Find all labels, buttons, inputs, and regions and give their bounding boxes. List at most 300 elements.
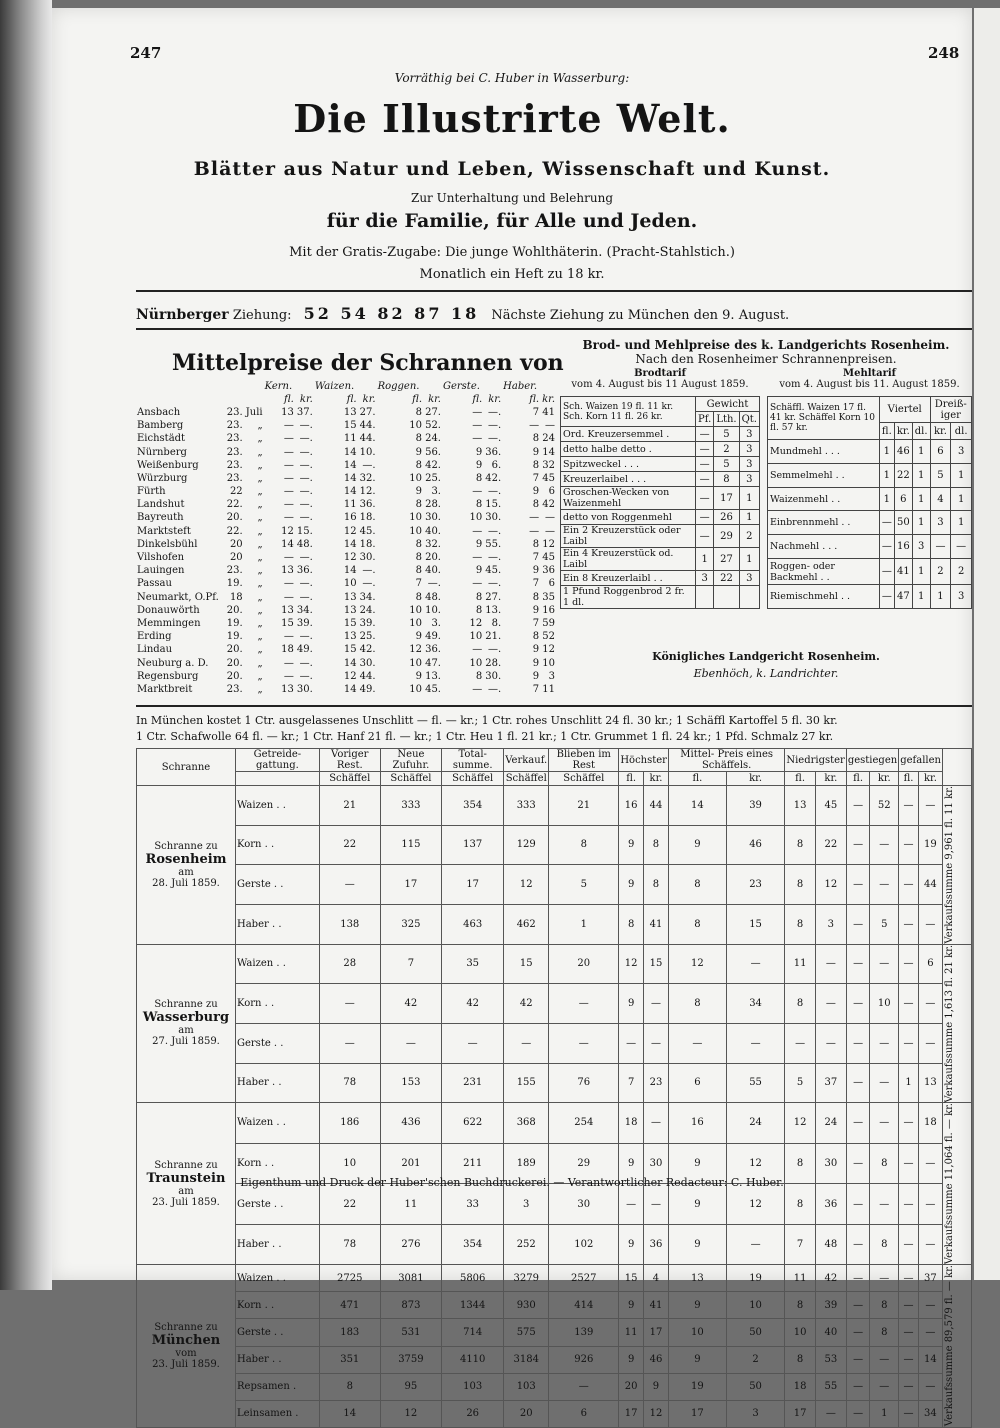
mehl-cell: — <box>930 535 951 559</box>
market-cell: — <box>899 1224 919 1265</box>
market-cell: 14 <box>668 786 726 826</box>
avg-cell: 22 <box>229 486 243 498</box>
market-cell: 714 <box>442 1319 504 1346</box>
market-cell: 333 <box>380 786 441 826</box>
market-cell: 2 <box>726 1346 785 1373</box>
avg-cell: 11 <box>343 433 357 445</box>
avg-cell: 13 <box>281 406 294 418</box>
avg-row <box>136 486 556 499</box>
avg-cell: 7 <box>532 472 540 484</box>
mehl-cell: 1 <box>912 463 930 487</box>
market-cell: — <box>918 1224 942 1265</box>
avg-town: Ansbach <box>137 406 181 418</box>
avg-cell: 20. <box>226 604 243 616</box>
market-cell: 15 <box>504 944 549 984</box>
mehl-cell: 1 <box>951 511 972 535</box>
market-row <box>137 1319 972 1346</box>
market-cell: — <box>846 1063 870 1103</box>
market-cell: 1 <box>899 1063 919 1103</box>
market-cell: 12 <box>815 865 846 905</box>
avg-cell: 36. <box>296 565 313 577</box>
avg-town: Landshut <box>137 499 185 511</box>
lottery-line <box>136 304 972 323</box>
market-cell: 8 <box>668 984 726 1024</box>
avg-cell: 9 <box>415 631 423 643</box>
avg-row <box>136 683 556 696</box>
market-cell: 414 <box>549 1292 619 1319</box>
avg-cell: 23. <box>226 406 243 418</box>
avg-cell: —. <box>299 459 313 471</box>
mehl-cell: — <box>879 535 894 559</box>
market-cell: 36 <box>644 1224 669 1265</box>
mehl-row <box>768 559 972 585</box>
market-row <box>137 1023 972 1063</box>
avg-cell: 10 <box>409 683 423 695</box>
market-cell: 11 <box>785 944 816 984</box>
mehl-unit: dl. <box>912 423 930 440</box>
avg-cell: 8 <box>532 433 540 445</box>
avg-cell: — <box>283 657 294 669</box>
avg-cell: 20. <box>226 644 243 656</box>
market-place-cell <box>137 944 236 1103</box>
avg-cell: 19. <box>226 631 243 643</box>
market-cell: 3081 <box>380 1265 441 1292</box>
market-cell: — <box>870 1103 899 1144</box>
mehl-head-viertel: Viertel <box>879 397 930 423</box>
newspaper-page <box>52 8 972 1427</box>
market-cell: 3 <box>815 904 846 944</box>
avg-town: Bamberg <box>137 420 184 432</box>
avg-cell: 30. <box>485 670 502 682</box>
avg-cell: 18. <box>359 538 376 550</box>
market-cell: — <box>899 1023 919 1063</box>
market-cell: 5 <box>870 904 899 944</box>
market-header-cell: Mittel- Preis eines Schäffels. <box>668 749 784 772</box>
market-cell: — <box>846 1023 870 1063</box>
ad-gift-line: Mit der Gratis-Zugabe: Die junge Wohlthäterin. (Pracht-Stahlstich.) <box>289 245 735 260</box>
market-cell: 10 <box>726 1292 785 1319</box>
market-at: am <box>178 1185 194 1197</box>
avg-cell: —. <box>487 578 502 590</box>
brod-item: detto von Roggenmehl <box>561 510 696 525</box>
avg-cell: 7 <box>532 683 540 695</box>
market-cell: — <box>918 904 942 944</box>
market-cell: 18 <box>918 1103 942 1144</box>
market-cell: 1 <box>549 904 619 944</box>
market-row <box>137 1292 972 1319</box>
avg-unit-cell: fl. <box>412 393 423 405</box>
brod-cell: 3 <box>739 442 759 457</box>
market-pre: Schranne zu <box>154 999 218 1011</box>
market-cell: — <box>899 825 919 865</box>
avg-cell: 10 <box>409 525 423 537</box>
market-grain: Waizen . . <box>236 1103 320 1144</box>
avg-cell: 30. <box>485 512 502 524</box>
brod-row <box>561 472 760 487</box>
avg-cell: 9 <box>532 657 540 669</box>
avg-cell: 22. <box>226 499 243 511</box>
market-cell: — <box>726 1224 785 1265</box>
market-cell: — <box>380 1023 441 1063</box>
avg-cell: —. <box>299 657 313 669</box>
brod-unit: Qt. <box>739 412 759 427</box>
avg-cell: 8 <box>475 670 483 682</box>
mehl-row <box>768 440 972 464</box>
market-grain: Haber . . <box>236 904 320 944</box>
avg-cell: 45. <box>485 565 502 577</box>
avg-cell: 9 <box>532 446 540 458</box>
market-cell: — <box>870 1346 899 1373</box>
market-cell: 10 <box>668 1319 726 1346</box>
market-cell: 9 <box>668 1184 726 1225</box>
lottery-numbers: 52 54 82 87 18 <box>303 304 480 323</box>
avg-cell: 9 <box>532 644 540 656</box>
avg-cell: 36. <box>425 644 441 656</box>
mehl-row <box>768 511 972 535</box>
brod-title: Brod- und Mehlpreise des k. Landgerichts Rosenheim. <box>582 338 950 352</box>
avg-cell: —. <box>427 578 441 590</box>
brod-row <box>561 525 760 548</box>
avg-cell: 44. <box>359 433 376 445</box>
avg-row <box>136 670 556 683</box>
market-total: Verkaufssumme 1,613 fl. 21 kr. <box>944 944 955 1103</box>
market-date: 23. Juli 1859. <box>152 1196 220 1208</box>
market-cell: 39 <box>726 786 785 826</box>
market-cell: 12 <box>504 865 549 905</box>
avg-cell: 10 <box>409 420 423 432</box>
avg-cell: 7 <box>415 578 423 590</box>
avg-header-cell <box>423 380 442 393</box>
brod-head-grain: Sch. Waizen 19 fl. 11 kr. Sch. Korn 11 fl. 26 kr. <box>561 397 696 427</box>
market-cell: 8 <box>549 825 619 865</box>
market-cell: — <box>870 944 899 984</box>
avg-cell: — <box>283 591 294 603</box>
avg-cell: — <box>472 420 483 432</box>
market-cell: — <box>870 1373 899 1400</box>
market-header-cell: Total-summe. <box>442 749 504 772</box>
avg-cell: — <box>529 512 540 524</box>
avg-cell: 13 <box>343 591 357 603</box>
market-header-cell: gestiegen <box>846 749 898 772</box>
market-unit-cell: Schäffel <box>442 772 504 786</box>
avg-cell: 25. <box>425 472 441 484</box>
avg-cell: —. <box>299 499 313 511</box>
mehl-cell: 2 <box>930 559 951 585</box>
market-cell: 23 <box>726 865 785 905</box>
market-cell: — <box>899 1319 919 1346</box>
avg-cell: 28. <box>485 657 502 669</box>
avg-cell: „ <box>257 538 263 550</box>
market-pre: Schranne zu <box>154 1159 218 1171</box>
avg-cell: —. <box>299 446 313 458</box>
market-cell: — <box>899 1292 919 1319</box>
avg-row <box>136 420 556 433</box>
market-place-cell <box>137 786 236 945</box>
avg-header-cell <box>136 380 225 393</box>
market-cell: 10 <box>319 1143 380 1184</box>
avg-cell: 8 <box>415 552 423 564</box>
market-cell: 8 <box>785 1184 816 1225</box>
avg-cell: 23. <box>226 565 243 577</box>
market-cell: — <box>846 786 870 826</box>
page-number-right: 248 <box>928 44 960 62</box>
mehl-cell: 1 <box>912 559 930 585</box>
mehl-item: Roggen- oder Backmehl . . <box>768 559 880 585</box>
market-cell: 28 <box>319 944 380 984</box>
market-cell: — <box>899 786 919 826</box>
market-cell: 12 <box>785 1103 816 1144</box>
mehl-cell: 1 <box>912 585 930 609</box>
mehl-row <box>768 535 972 559</box>
market-cell: 137 <box>442 825 504 865</box>
avg-row <box>136 538 556 551</box>
avg-cell: 7 <box>532 552 540 564</box>
brodtarif-date: vom 4. August bis 11 August 1859. <box>571 379 749 390</box>
market-unit-cell: Schäffel <box>319 772 380 786</box>
mehl-cell: 47 <box>894 585 912 609</box>
brod-cell: 3 <box>696 571 714 586</box>
market-unit-cell: fl. <box>899 772 919 786</box>
avg-cell: 32. <box>425 538 441 550</box>
avg-cell: 8 <box>415 538 423 550</box>
market-cell: 3759 <box>380 1346 441 1373</box>
avg-cell: 9 <box>532 604 540 616</box>
brod-cell: 3 <box>739 457 759 472</box>
market-cell: 78 <box>319 1224 380 1265</box>
market-place-name: Traunstein <box>146 1170 226 1186</box>
market-cell: 20 <box>504 1400 549 1427</box>
avg-unit-cell: kr. <box>542 393 555 405</box>
market-cell: — <box>549 1373 619 1400</box>
market-cell: — <box>899 1184 919 1225</box>
market-cell: 189 <box>504 1143 549 1184</box>
avg-cell: 8 <box>532 499 540 511</box>
brod-unit: Pf. <box>696 412 714 427</box>
market-cell: 37 <box>918 1265 942 1292</box>
avg-header-cell <box>358 380 377 393</box>
market-cell: 52 <box>870 786 899 826</box>
avg-cell: 52. <box>425 420 441 432</box>
avg-cell: 13 <box>281 604 294 616</box>
avg-cell: — <box>283 631 294 643</box>
munich-prices-line2: 1 Ctr. Schafwolle 64 fl. — kr.; 1 Ctr. Hanf 21 fl. — kr.; 1 Ctr. Heu 1 fl. 21 kr.; 1 Ctr. Grummet 1 fl. 24 kr.; 1 Pfd. Schmalz 27 kr. <box>136 730 834 743</box>
ad-store-line: Vorräthig bei C. Huber in Wasserburg: <box>394 71 630 85</box>
court-notice <box>560 648 972 682</box>
avg-unit-cell: kr. <box>428 393 441 405</box>
avg-cell: 12 <box>281 525 294 537</box>
avg-cell: „ <box>257 631 263 643</box>
market-cell: 12 <box>644 1400 669 1427</box>
market-cell: 16 <box>619 786 644 826</box>
avg-cell: 20. <box>425 552 441 564</box>
market-unit-cell: Schäffel <box>380 772 441 786</box>
brod-cell: 1 <box>739 487 759 510</box>
brod-cell: 26 <box>714 510 739 525</box>
brod-item: detto halbe detto . <box>561 442 696 457</box>
avg-cell: „ <box>257 512 263 524</box>
avg-cell: 12 <box>343 552 357 564</box>
market-cell: 436 <box>380 1103 441 1144</box>
mehl-row <box>768 487 972 511</box>
avg-cell: 23. <box>226 446 243 458</box>
market-cell: 21 <box>549 786 619 826</box>
market-cell: — <box>846 1346 870 1373</box>
market-cell: 26 <box>442 1400 504 1427</box>
avg-row <box>136 525 556 538</box>
avg-cell: 14 <box>343 565 357 577</box>
market-cell: 11 <box>619 1319 644 1346</box>
market-row <box>137 984 972 1024</box>
avg-row <box>136 512 556 525</box>
market-cell: 354 <box>442 1224 504 1265</box>
market-at: am <box>178 866 194 878</box>
market-grain: Waizen . . <box>236 944 320 984</box>
market-grain: Korn . . <box>236 825 320 865</box>
market-cell: 3279 <box>504 1265 549 1292</box>
market-cell: — <box>442 1023 504 1063</box>
market-cell: 8 <box>668 865 726 905</box>
avg-cell: 21. <box>485 631 502 643</box>
market-cell: 15 <box>619 1265 644 1292</box>
market-header-cell: Blieben im Rest <box>549 749 619 772</box>
avg-cell: — <box>472 552 483 564</box>
avg-cell: —. <box>487 683 502 695</box>
mehl-cell: 1 <box>951 487 972 511</box>
avg-cell: 55. <box>485 538 502 550</box>
mehl-head-dreissiger: Dreiß-iger <box>930 397 971 423</box>
market-cell: 186 <box>319 1103 380 1144</box>
avg-cell: 24. <box>359 604 376 616</box>
avg-cell: 20 <box>229 552 243 564</box>
avg-cell: 12. <box>359 486 376 498</box>
avg-cell: 23. <box>226 433 243 445</box>
lottery-label: Nürnberger <box>136 307 229 323</box>
market-cell: 11 <box>785 1265 816 1292</box>
market-pre: Schranne zu <box>154 1322 218 1334</box>
avg-cell: „ <box>257 552 263 564</box>
avg-cell: „ <box>257 617 263 629</box>
market-cell: 873 <box>380 1292 441 1319</box>
market-cell: 23 <box>644 1063 669 1103</box>
avg-cell: 19. <box>226 578 243 590</box>
market-cell: 50 <box>726 1373 785 1400</box>
mehl-row <box>768 463 972 487</box>
avg-cell: 44. <box>359 420 376 432</box>
market-cell: 325 <box>380 904 441 944</box>
market-cell: 9 <box>668 1224 726 1265</box>
avg-cell: 14 <box>281 538 294 550</box>
market-grain: Gerste . . <box>236 865 320 905</box>
avg-town: Weißenburg <box>137 459 199 471</box>
avg-cell: 10 <box>343 578 357 590</box>
market-unit-cell: fl. <box>619 772 644 786</box>
market-cell: — <box>846 1224 870 1265</box>
brod-cell: 1 <box>739 548 759 571</box>
avg-town: Marktbreit <box>137 683 193 695</box>
avg-cell: 10 <box>542 657 555 669</box>
market-cell: — <box>870 865 899 905</box>
avg-cell: 9 <box>532 486 540 498</box>
brod-cell: 5 <box>714 457 739 472</box>
mehl-cell: 3 <box>951 440 972 464</box>
avg-cell: „ <box>257 433 263 445</box>
brod-row <box>561 510 760 525</box>
market-row <box>137 786 972 826</box>
avg-cell: „ <box>257 683 263 695</box>
avg-cell: —. <box>487 433 502 445</box>
market-cell: 622 <box>442 1103 504 1144</box>
market-cell: 138 <box>319 904 380 944</box>
avg-cell: 7 <box>532 578 540 590</box>
market-cell: — <box>918 1292 942 1319</box>
avg-cell: 15. <box>485 499 502 511</box>
market-grain: Korn . . <box>236 984 320 1024</box>
avg-town: Nürnberg <box>137 446 187 458</box>
market-cell: 3 <box>726 1400 785 1427</box>
market-cell: 368 <box>504 1103 549 1144</box>
market-cell: 8 <box>319 1373 380 1400</box>
market-pre: Schranne zu <box>154 840 218 852</box>
avg-cell: 36. <box>359 499 376 511</box>
market-cell: — <box>918 1373 942 1400</box>
market-cell: 19 <box>918 825 942 865</box>
mehl-cell: 4 <box>930 487 951 511</box>
avg-cell: 18 <box>229 591 243 603</box>
market-cell: — <box>899 1373 919 1400</box>
avg-row <box>136 591 556 604</box>
mehl-cell: 50 <box>894 511 912 535</box>
avg-cell: „ <box>257 670 263 682</box>
market-cell: 24 <box>726 1103 785 1144</box>
avg-cell: „ <box>257 472 263 484</box>
avg-cell: — <box>283 486 294 498</box>
avg-cell: 24 <box>542 433 555 445</box>
avg-cell: 48. <box>425 591 441 603</box>
avg-cell: 14 <box>343 657 357 669</box>
market-cell: 55 <box>726 1063 785 1103</box>
market-cell: — <box>726 1023 785 1063</box>
avg-town: Eichstädt <box>137 433 186 445</box>
avg-cell: 30. <box>359 552 376 564</box>
mehl-unit: kr. <box>930 423 951 440</box>
avg-town: Passau <box>137 578 172 590</box>
market-cell: 462 <box>504 904 549 944</box>
market-row <box>137 944 972 984</box>
market-cell: 17 <box>619 1400 644 1427</box>
market-cell: 9 <box>644 1373 669 1400</box>
avg-cell: 14 <box>343 683 357 695</box>
avg-cell: 45 <box>542 552 555 564</box>
avg-cell: 13. <box>425 670 441 682</box>
avg-cell: 12 <box>469 617 483 629</box>
mehltarif-table <box>767 396 972 609</box>
mehl-cell: — <box>879 559 894 585</box>
market-cell: — <box>815 984 846 1024</box>
avg-cell: 11 <box>542 683 555 695</box>
market-cell: 55 <box>815 1373 846 1400</box>
avg-cell: —. <box>487 644 502 656</box>
mehl-cell: 1 <box>930 585 951 609</box>
mehl-row <box>768 585 972 609</box>
market-cell: 9 <box>668 1346 726 1373</box>
market-cell: 12 <box>726 1184 785 1225</box>
market-cell: 153 <box>380 1063 441 1103</box>
avg-cell: —. <box>299 552 313 564</box>
market-header-cell: Höchster <box>619 749 669 772</box>
market-cell: 34 <box>726 984 785 1024</box>
market-header-row <box>137 749 972 772</box>
market-grain: Repsamen . <box>236 1373 320 1400</box>
